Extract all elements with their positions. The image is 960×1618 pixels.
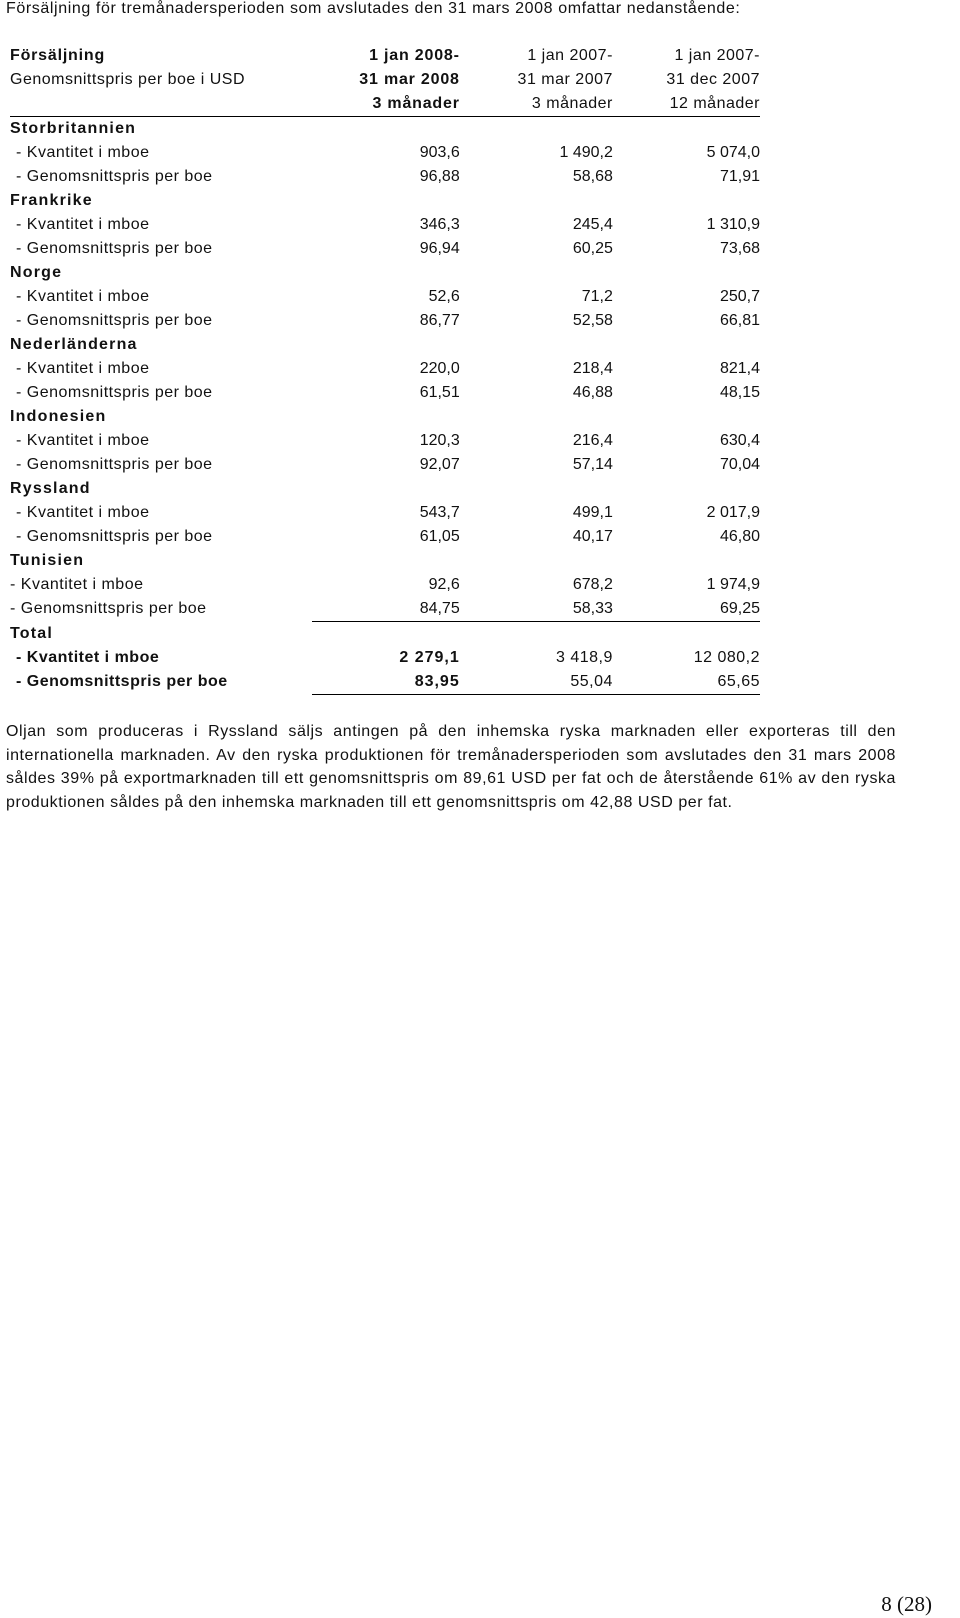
quantity-label: - Kvantitet i mboe [16, 288, 150, 305]
cell: 678,2 [572, 576, 613, 593]
country-row [10, 549, 760, 573]
cell: 46,80 [719, 528, 760, 545]
page-number: 8 (28) [881, 1592, 932, 1616]
header-label: Genomsnittspris per boe i USD [10, 71, 246, 88]
price-row [10, 309, 760, 333]
cell: 543,7 [419, 504, 460, 521]
col2-header: 3 månader [466, 92, 613, 117]
cell: 73,68 [719, 240, 760, 257]
price-label: - Genomsnittspris per boe [10, 600, 207, 618]
cell: 61,51 [419, 384, 460, 401]
country-name: Frankrike [10, 192, 93, 209]
quantity-label: - Kvantitet i mboe [16, 144, 150, 161]
price-label: - Genomsnittspris per boe [16, 168, 213, 185]
col1-header: 31 mar 2008 [359, 71, 460, 88]
country-row [10, 405, 760, 429]
cell: 1 490,2 [559, 144, 613, 161]
cell: 2 017,9 [706, 504, 760, 521]
price-row [10, 237, 760, 261]
cell: 60,25 [572, 240, 613, 257]
quantity-label: - Kvantitet i mboe [16, 649, 160, 666]
cell: 245,4 [572, 216, 613, 233]
cell: 86,77 [419, 312, 460, 329]
cell: 40,17 [572, 528, 613, 545]
price-row [10, 525, 760, 549]
cell: 630,4 [719, 432, 760, 449]
header-row [10, 92, 760, 117]
cell: 96,94 [419, 240, 460, 257]
col3-header: 1 jan 2007- [674, 47, 760, 64]
header-row [10, 44, 760, 68]
cell: 499,1 [572, 504, 613, 521]
cell: 250,7 [719, 288, 760, 305]
col1-header: 1 jan 2008- [369, 47, 460, 64]
col2-header: 1 jan 2007- [527, 47, 613, 64]
price-label: - Genomsnittspris per boe [16, 673, 228, 691]
price-label: - Genomsnittspris per boe [16, 528, 213, 545]
cell: 57,14 [572, 456, 613, 473]
cell: 71,2 [581, 288, 613, 305]
price-label: - Genomsnittspris per boe [16, 240, 213, 257]
cell: 3 418,9 [556, 649, 613, 666]
cell: 1 310,9 [706, 216, 760, 233]
cell: 55,04 [466, 670, 613, 695]
cell: 96,88 [419, 168, 460, 185]
cell: 2 279,1 [399, 649, 460, 666]
cell: 1 974,9 [706, 576, 760, 593]
cell: 220,0 [419, 360, 460, 377]
cell: 821,4 [719, 360, 760, 377]
quantity-row [10, 357, 760, 381]
country-name: Storbritannien [10, 120, 137, 137]
cell: 52,6 [428, 288, 460, 305]
cell: 61,05 [419, 528, 460, 545]
quantity-label: - Kvantitet i mboe [16, 360, 150, 377]
intro-text: Försäljning för tremånadersperioden som avslutades den 31 mars 2008 omfattar nedanstående: [6, 0, 741, 17]
cell: 48,15 [719, 384, 760, 401]
cell: 70,04 [719, 456, 760, 473]
quantity-row [10, 141, 760, 165]
cell: 52,58 [572, 312, 613, 329]
cell: 65,65 [613, 670, 760, 695]
quantity-row [10, 429, 760, 453]
price-row [10, 381, 760, 405]
cell: 58,33 [466, 597, 613, 622]
col1-header: 3 månader [312, 92, 465, 117]
cell: 69,25 [613, 597, 760, 622]
cell: 903,6 [419, 144, 460, 161]
country-row [10, 333, 760, 357]
country-row [10, 117, 760, 142]
price-label: - Genomsnittspris per boe [16, 384, 213, 401]
cell: 12 080,2 [693, 649, 760, 666]
cell: 92,07 [419, 456, 460, 473]
country-row [10, 261, 760, 285]
total-quantity-row [10, 646, 760, 670]
col2-header: 31 mar 2007 [517, 71, 613, 88]
cell: 58,68 [572, 168, 613, 185]
quantity-label: - Kvantitet i mboe [10, 576, 144, 593]
body-paragraph: Oljan som produceras i Ryssland säljs antingen på den inhemska ryska marknaden eller exporteras till den internationella marknaden. Av den ryska produktionen för tremånadersperioden som avslutades den 31 mars 2008 såldes 39% på exportmarknaden till ett genomsnittspris om 89,61 USD per fat och de återstående 61% av den ryska produktionen såldes på den inhemska marknaden till ett genomsnittspris om 42,88 USD per fat. [6, 723, 896, 811]
quantity-row [10, 501, 760, 525]
header-label: Försäljning [10, 47, 106, 64]
country-name: Nederländerna [10, 336, 138, 353]
cell: 84,75 [312, 597, 465, 622]
total-label: Total [10, 624, 54, 642]
quantity-row [10, 213, 760, 237]
quantity-label: - Kvantitet i mboe [16, 216, 150, 233]
country-name: Tunisien [10, 552, 85, 569]
sales-table [10, 44, 760, 695]
price-row [10, 165, 760, 189]
quantity-row [10, 285, 760, 309]
quantity-label: - Kvantitet i mboe [16, 432, 150, 449]
col3-header: 31 dec 2007 [666, 71, 760, 88]
quantity-label: - Kvantitet i mboe [16, 504, 150, 521]
price-label: - Genomsnittspris per boe [16, 312, 213, 329]
quantity-row [10, 573, 760, 597]
cell: 66,81 [719, 312, 760, 329]
country-row [10, 189, 760, 213]
price-label: - Genomsnittspris per boe [16, 456, 213, 473]
cell: 216,4 [572, 432, 613, 449]
cell: 71,91 [719, 168, 760, 185]
total-row [10, 622, 760, 647]
price-row [10, 597, 760, 622]
cell: 218,4 [572, 360, 613, 377]
country-name: Norge [10, 264, 63, 281]
cell: 120,3 [419, 432, 460, 449]
country-name: Indonesien [10, 408, 107, 425]
cell: 346,3 [419, 216, 460, 233]
cell: 92,6 [428, 576, 460, 593]
total-price-row [10, 670, 760, 695]
header-row [10, 68, 760, 92]
price-row [10, 453, 760, 477]
cell: 83,95 [312, 670, 465, 695]
cell: 46,88 [572, 384, 613, 401]
country-row [10, 477, 760, 501]
country-name: Ryssland [10, 480, 91, 497]
col3-header: 12 månader [613, 92, 760, 117]
cell: 5 074,0 [706, 144, 760, 161]
